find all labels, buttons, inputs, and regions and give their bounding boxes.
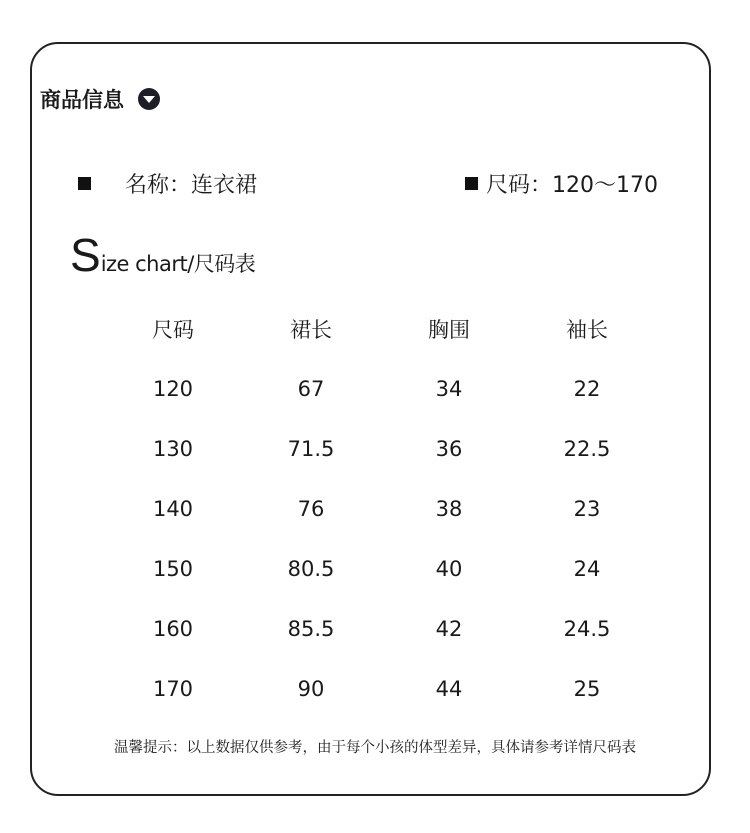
table-cell: 90 — [297, 677, 325, 701]
section-title: 商品信息 — [40, 88, 124, 112]
table-cell: 170 — [152, 677, 194, 701]
table-cell: 80.5 — [287, 557, 335, 581]
size-chart-title-initial: S — [70, 229, 101, 281]
table-header-row — [104, 299, 656, 359]
table-cell: 25 — [573, 677, 601, 701]
table-cell: 140 — [152, 497, 194, 521]
table-cell: 36 — [435, 437, 463, 461]
column-header-skirt-length: 裙长 — [290, 318, 332, 342]
table-row — [104, 419, 656, 479]
table-cell: 150 — [152, 557, 194, 581]
square-bullet-icon — [78, 177, 91, 190]
size-table — [104, 299, 656, 719]
table-cell: 85.5 — [287, 617, 335, 641]
product-size-row — [465, 168, 658, 199]
table-cell: 42 — [435, 617, 463, 641]
chevron-down-circle-icon[interactable] — [138, 88, 160, 110]
table-cell: 24.5 — [563, 617, 611, 641]
table-cell: 23 — [573, 497, 601, 521]
size-chart-title — [70, 229, 256, 281]
table-cell: 40 — [435, 557, 463, 581]
column-header-chest: 胸围 — [428, 318, 470, 342]
column-header-sleeve-length: 袖长 — [566, 318, 608, 342]
product-name-row — [78, 168, 257, 199]
table-cell: 130 — [152, 437, 194, 461]
product-name: 名称：连衣裙 — [125, 173, 258, 198]
table-cell: 67 — [297, 377, 325, 401]
table-cell: 120 — [152, 377, 194, 401]
table-cell: 24 — [573, 557, 601, 581]
section-header — [40, 84, 160, 114]
square-bullet-icon — [465, 177, 478, 190]
table-row — [104, 359, 656, 419]
table-row — [104, 479, 656, 539]
table-row — [104, 539, 656, 599]
size-chart-title-rest: ize chart/尺码表 — [100, 252, 256, 276]
table-cell: 22 — [573, 377, 601, 401]
table-row — [104, 599, 656, 659]
table-cell: 160 — [152, 617, 194, 641]
column-header-size: 尺码 — [152, 318, 194, 342]
table-cell: 22.5 — [563, 437, 611, 461]
product-size-range: 尺码：120～170 — [486, 173, 658, 198]
table-cell: 71.5 — [287, 437, 335, 461]
table-cell: 34 — [435, 377, 463, 401]
table-cell: 76 — [297, 497, 325, 521]
table-row — [104, 659, 656, 719]
table-cell: 44 — [435, 677, 463, 701]
table-cell: 38 — [435, 497, 463, 521]
size-tip-note: 温馨提示：以上数据仅供参考，由于每个小孩的体型差异，具体请参考详情尺码表 — [114, 740, 636, 756]
